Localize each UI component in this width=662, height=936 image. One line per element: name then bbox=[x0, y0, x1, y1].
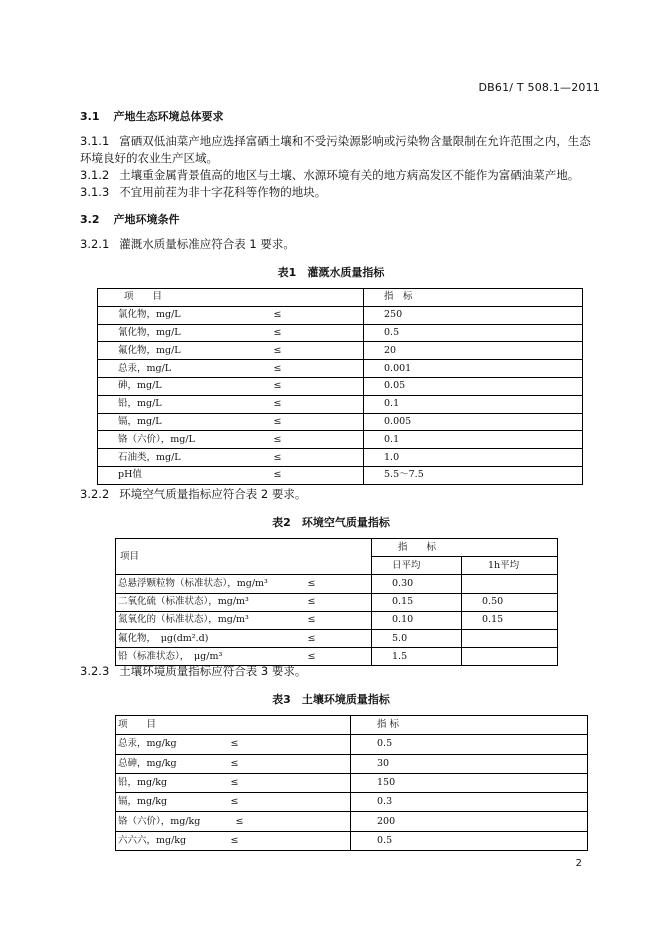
operator-cell: ≤ bbox=[231, 793, 351, 812]
hourly-value-cell: 0.15 bbox=[462, 611, 558, 629]
header-item: 项目 bbox=[116, 539, 372, 575]
section-number: 3.1 bbox=[80, 110, 100, 123]
table-row bbox=[98, 306, 583, 324]
table-row bbox=[98, 324, 583, 342]
clause-number: 3.1.3 bbox=[80, 185, 110, 199]
clause-text: 富硒双低油菜产地应选择富硒土壤和不受污染源影响或污染物含量限制在允许范围之内，生态 bbox=[119, 134, 591, 148]
operator-cell: ≤ bbox=[296, 575, 372, 593]
item-cell: 氟化物， μg(dm².d) bbox=[116, 629, 296, 647]
table-row bbox=[98, 342, 583, 360]
operator-cell: ≤ bbox=[256, 377, 364, 395]
table-header-row bbox=[116, 539, 558, 557]
item-cell: 铅，mg/kg bbox=[116, 773, 231, 792]
clause-number: 3.1.1 bbox=[80, 134, 110, 148]
section-number: 3.2 bbox=[80, 213, 100, 226]
item-cell: 石油类，mg/L bbox=[98, 449, 256, 467]
document-id-header: DB61/ T 508.1—2011 bbox=[478, 81, 600, 94]
item-cell: 总悬浮颗粒物（标准状态），mg/m³ bbox=[116, 575, 296, 593]
clause-text: 土壤重金属背景值高的地区与土壤、水源环境有关的地方病高发区不能作为富硒油菜产地。 bbox=[119, 168, 580, 182]
table-row bbox=[116, 773, 588, 792]
table-row bbox=[98, 377, 583, 395]
operator-cell: ≤ bbox=[256, 324, 364, 342]
item-cell: 铅（标准状态）， μg/m³ bbox=[116, 648, 296, 666]
value-cell: 20 bbox=[364, 342, 583, 360]
clause-number: 3.2.1 bbox=[80, 237, 110, 251]
operator-cell: ≤ bbox=[256, 413, 364, 431]
item-cell: 二氧化硫（标准状态），mg/m³ bbox=[116, 593, 296, 611]
operator-cell: ≤ bbox=[231, 754, 351, 773]
operator-cell: ≤ bbox=[256, 306, 364, 324]
header-index: 指 标 bbox=[372, 539, 558, 557]
item-cell: 总砷，mg/kg bbox=[116, 754, 231, 773]
value-cell: 200 bbox=[351, 812, 588, 831]
table-row bbox=[116, 812, 588, 831]
clause-3-2-3 bbox=[80, 663, 306, 680]
header-index: 指 标 bbox=[351, 716, 588, 735]
item-cell: 砷，mg/L bbox=[98, 377, 256, 395]
table-row bbox=[116, 629, 558, 647]
soil-environment-quality-table bbox=[115, 715, 588, 851]
clause-number: 3.1.2 bbox=[80, 168, 110, 182]
value-cell: 5.5～7.5 bbox=[364, 466, 583, 484]
clause-number: 3.2.2 bbox=[80, 487, 110, 501]
table-row bbox=[116, 575, 558, 593]
section-title: 产地环境条件 bbox=[113, 213, 180, 226]
operator-cell: ≤ bbox=[256, 449, 364, 467]
clause-text: 土壤环境质量指标应符合表 3 要求。 bbox=[119, 664, 307, 678]
operator-cell: ≤ bbox=[256, 395, 364, 413]
item-cell: 镉，mg/L bbox=[98, 413, 256, 431]
operator-cell: ≤ bbox=[296, 629, 372, 647]
operator-cell: ≤ bbox=[296, 593, 372, 611]
daily-value-cell: 1.5 bbox=[372, 648, 462, 666]
header-hourly-average: 1h平均 bbox=[462, 557, 558, 575]
header-index: 指 标 bbox=[364, 289, 583, 307]
item-cell: 铬（六价），mg/kg bbox=[116, 812, 231, 831]
clause-3-1-1 bbox=[80, 133, 591, 150]
item-cell: pH值 bbox=[98, 466, 256, 484]
irrigation-water-quality-table bbox=[97, 288, 583, 485]
operator-cell: ≤ bbox=[231, 812, 351, 831]
table-row bbox=[116, 735, 588, 754]
hourly-value-cell: 0.50 bbox=[462, 593, 558, 611]
operator-cell: ≤ bbox=[231, 735, 351, 754]
operator-cell: ≤ bbox=[256, 431, 364, 449]
operator-cell: ≤ bbox=[296, 611, 372, 629]
table-row bbox=[98, 431, 583, 449]
table-row bbox=[116, 754, 588, 773]
table-row bbox=[98, 449, 583, 467]
item-cell: 铅，mg/L bbox=[98, 395, 256, 413]
table-row bbox=[98, 395, 583, 413]
item-cell: 总汞，mg/kg bbox=[116, 735, 231, 754]
table-row bbox=[116, 593, 558, 611]
table-row bbox=[116, 611, 558, 629]
header-item: 项 目 bbox=[116, 716, 351, 735]
table-row bbox=[116, 793, 588, 812]
ambient-air-quality-table bbox=[115, 538, 558, 666]
header-daily-average: 日平均 bbox=[372, 557, 462, 575]
value-cell: 0.1 bbox=[364, 395, 583, 413]
item-cell: 铬（六价），mg/L bbox=[98, 431, 256, 449]
hourly-value-cell bbox=[462, 629, 558, 647]
table-3-caption: 表3 土壤环境质量指标 bbox=[272, 693, 390, 706]
clause-number: 3.2.3 bbox=[80, 664, 110, 678]
table-row bbox=[98, 413, 583, 431]
item-cell: 氟化物，mg/L bbox=[98, 342, 256, 360]
item-cell: 总汞，mg/L bbox=[98, 360, 256, 378]
clause-text: 灌溉水质量标准应符合表 1 要求。 bbox=[119, 237, 295, 251]
section-3-1-heading bbox=[80, 108, 224, 124]
daily-value-cell: 5.0 bbox=[372, 629, 462, 647]
header-item: 项 目 bbox=[98, 289, 364, 307]
hourly-value-cell bbox=[462, 648, 558, 666]
value-cell: 250 bbox=[364, 306, 583, 324]
value-cell: 0.001 bbox=[364, 360, 583, 378]
clause-3-2-1 bbox=[80, 236, 295, 253]
value-cell: 0.5 bbox=[364, 324, 583, 342]
clause-3-1-1-continued: 环境良好的农业生产区域。 bbox=[80, 151, 218, 165]
hourly-value-cell bbox=[462, 575, 558, 593]
value-cell: 0.05 bbox=[364, 377, 583, 395]
section-3-2-heading bbox=[80, 211, 180, 227]
value-cell: 150 bbox=[351, 773, 588, 792]
operator-cell: ≤ bbox=[256, 360, 364, 378]
section-title: 产地生态环境总体要求 bbox=[113, 110, 224, 123]
value-cell: 1.0 bbox=[364, 449, 583, 467]
clause-3-1-3 bbox=[80, 184, 326, 201]
item-cell: 氯化物，mg/L bbox=[98, 306, 256, 324]
value-cell: 0.3 bbox=[351, 793, 588, 812]
table-header-row bbox=[98, 289, 583, 307]
daily-value-cell: 0.15 bbox=[372, 593, 462, 611]
table-row bbox=[116, 831, 588, 850]
operator-cell: ≤ bbox=[231, 831, 351, 850]
operator-cell: ≤ bbox=[296, 648, 372, 666]
table-1-caption: 表1 灌溉水质量指标 bbox=[277, 266, 385, 279]
clause-text: 不宜用前茬为非十字花科等作物的地块。 bbox=[119, 185, 327, 199]
daily-value-cell: 0.30 bbox=[372, 575, 462, 593]
operator-cell: ≤ bbox=[256, 466, 364, 484]
item-cell: 氰化物，mg/L bbox=[98, 324, 256, 342]
operator-cell: ≤ bbox=[231, 773, 351, 792]
value-cell: 30 bbox=[351, 754, 588, 773]
value-cell: 0.1 bbox=[364, 431, 583, 449]
table-row bbox=[98, 360, 583, 378]
operator-cell: ≤ bbox=[256, 342, 364, 360]
value-cell: 0.5 bbox=[351, 735, 588, 754]
table-2-caption: 表2 环境空气质量指标 bbox=[272, 516, 390, 529]
value-cell: 0.5 bbox=[351, 831, 588, 850]
clause-text: 环境空气质量指标应符合表 2 要求。 bbox=[119, 487, 307, 501]
clause-3-2-2 bbox=[80, 486, 306, 503]
page-number: 2 bbox=[575, 858, 582, 869]
daily-value-cell: 0.10 bbox=[372, 611, 462, 629]
value-cell: 0.005 bbox=[364, 413, 583, 431]
table-header-row bbox=[116, 716, 588, 735]
table-row bbox=[98, 466, 583, 484]
item-cell: 镉，mg/kg bbox=[116, 793, 231, 812]
item-cell: 六六六，mg/kg bbox=[116, 831, 231, 850]
item-cell: 氮氧化的（标准状态），mg/m³ bbox=[116, 611, 296, 629]
clause-3-1-2 bbox=[80, 167, 579, 184]
